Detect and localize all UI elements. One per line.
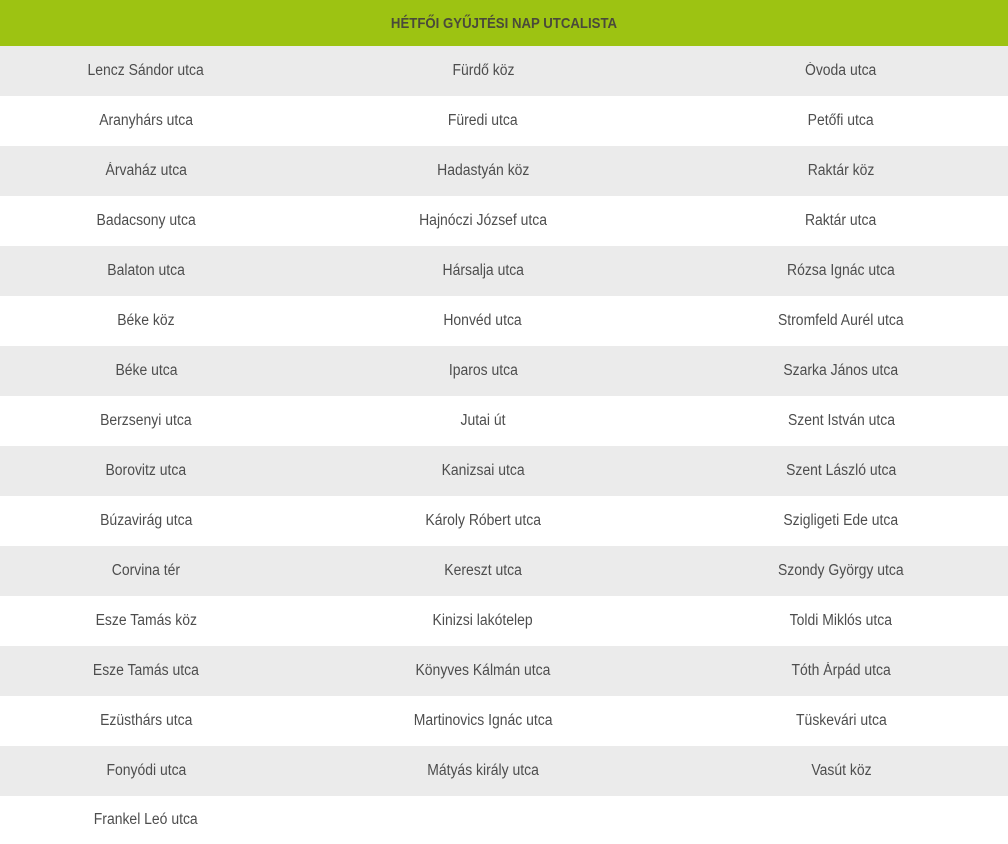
street-name: Esze Tamás utca <box>93 662 199 679</box>
table-row <box>0 196 1008 246</box>
street-name: Hadastyán köz <box>436 162 530 179</box>
street-name: Mátyás király utca <box>427 762 539 779</box>
street-name: Fürdő köz <box>451 62 515 79</box>
street-name: Óvoda utca <box>805 62 877 79</box>
street-cell <box>674 796 1008 844</box>
street-cell <box>0 396 292 446</box>
street-name: Honvéd utca <box>443 312 523 329</box>
street-name: Iparos utca <box>448 362 518 379</box>
table-row <box>0 796 1008 844</box>
street-cell <box>674 546 1008 596</box>
street-cell <box>674 146 1008 196</box>
street-cell <box>292 346 674 396</box>
street-cell <box>292 196 674 246</box>
street-cell <box>0 796 292 844</box>
street-cell <box>0 696 292 746</box>
street-cell <box>292 146 674 196</box>
street-cell <box>292 496 674 546</box>
street-cell <box>674 346 1008 396</box>
street-cell <box>0 346 292 396</box>
street-name: Szent István utca <box>787 412 895 429</box>
street-name: Frankel Leó utca <box>94 811 198 828</box>
street-cell <box>674 646 1008 696</box>
street-name: Árvaház utca <box>105 162 187 179</box>
street-name: Rózsa Ignác utca <box>787 262 895 279</box>
street-cell <box>674 246 1008 296</box>
street-cell <box>0 646 292 696</box>
street-cell <box>674 496 1008 546</box>
table-row <box>0 496 1008 546</box>
table-row <box>0 696 1008 746</box>
table-row <box>0 146 1008 196</box>
street-name: Berzsenyi utca <box>100 412 192 429</box>
street-name: Szigligeti Ede utca <box>783 512 899 529</box>
street-name: Jutai út <box>460 412 506 429</box>
street-cell <box>292 446 674 496</box>
street-name: Szent László utca <box>785 462 897 479</box>
street-cell <box>674 446 1008 496</box>
street-name: Kinizsi lakótelep <box>432 612 534 629</box>
street-cell <box>0 446 292 496</box>
table-row <box>0 596 1008 646</box>
street-cell <box>0 146 292 196</box>
street-cell <box>292 646 674 696</box>
street-cell <box>292 296 674 346</box>
street-cell <box>0 546 292 596</box>
table-title-text: HÉTFŐI GYŰJTÉSI NAP UTCALISTA <box>390 14 618 32</box>
street-cell <box>674 746 1008 796</box>
table-row <box>0 446 1008 496</box>
street-name: Toldi Miklós utca <box>789 612 893 629</box>
street-cell <box>292 46 674 96</box>
street-name: Hajnóczi József utca <box>419 212 547 229</box>
street-name: Aranyhárs utca <box>99 112 193 129</box>
street-cell <box>292 96 674 146</box>
street-cell <box>0 496 292 546</box>
street-name: Balaton utca <box>107 262 185 279</box>
street-name: Lencz Sándor utca <box>87 62 205 79</box>
table-header-row <box>0 0 1008 46</box>
table-row <box>0 346 1008 396</box>
street-cell <box>674 196 1008 246</box>
street-cell <box>0 596 292 646</box>
street-cell <box>292 796 674 844</box>
street-name: Esze Tamás köz <box>95 612 197 629</box>
street-name: Badacsony utca <box>96 212 196 229</box>
street-name: Martinovics Ignác utca <box>413 712 553 729</box>
table-row <box>0 296 1008 346</box>
street-cell <box>674 296 1008 346</box>
street-cell <box>292 396 674 446</box>
street-cell <box>0 96 292 146</box>
street-name: Vasút köz <box>810 762 872 779</box>
street-name: Ezüsthárs utca <box>99 712 193 729</box>
table-row <box>0 396 1008 446</box>
street-name: Füredi utca <box>448 112 518 129</box>
table-row <box>0 96 1008 146</box>
street-cell <box>0 746 292 796</box>
street-cell <box>0 46 292 96</box>
street-cell <box>674 96 1008 146</box>
street-cell <box>292 246 674 296</box>
street-name: Szarka János utca <box>783 362 899 379</box>
street-name: Raktár utca <box>805 212 877 229</box>
street-name: Szondy György utca <box>778 562 904 579</box>
street-cell <box>292 746 674 796</box>
street-name: Búzavirág utca <box>99 512 193 529</box>
street-name: Borovitz utca <box>105 462 187 479</box>
street-name: Károly Róbert utca <box>425 512 541 529</box>
street-cell <box>674 596 1008 646</box>
street-name: Béke köz <box>117 312 175 329</box>
street-cell <box>674 696 1008 746</box>
street-name: Hársalja utca <box>442 262 524 279</box>
table-row <box>0 246 1008 296</box>
street-name: Béke utca <box>114 362 178 379</box>
street-name: Tóth Árpád utca <box>791 662 891 679</box>
table-title <box>60 0 947 46</box>
table-row <box>0 746 1008 796</box>
street-cell <box>0 296 292 346</box>
street-list-body <box>0 46 1008 844</box>
street-name: Petőfi utca <box>808 112 874 129</box>
table-row <box>0 646 1008 696</box>
street-cell <box>292 696 674 746</box>
street-cell <box>0 246 292 296</box>
street-name: Kereszt utca <box>444 562 522 579</box>
street-name: Tüskevári utca <box>795 712 887 729</box>
street-cell <box>674 46 1008 96</box>
street-name: Stromfeld Aurél utca <box>778 312 904 329</box>
table-row <box>0 46 1008 96</box>
street-cell <box>674 396 1008 446</box>
street-cell <box>292 596 674 646</box>
street-name: Corvina tér <box>111 562 181 579</box>
street-name: Raktár köz <box>807 162 875 179</box>
street-name: Könyves Kálmán utca <box>415 662 551 679</box>
street-name: Kanizsai utca <box>441 462 525 479</box>
street-cell <box>292 546 674 596</box>
table-row <box>0 546 1008 596</box>
street-cell <box>0 196 292 246</box>
street-name: Fonyódi utca <box>106 762 186 779</box>
